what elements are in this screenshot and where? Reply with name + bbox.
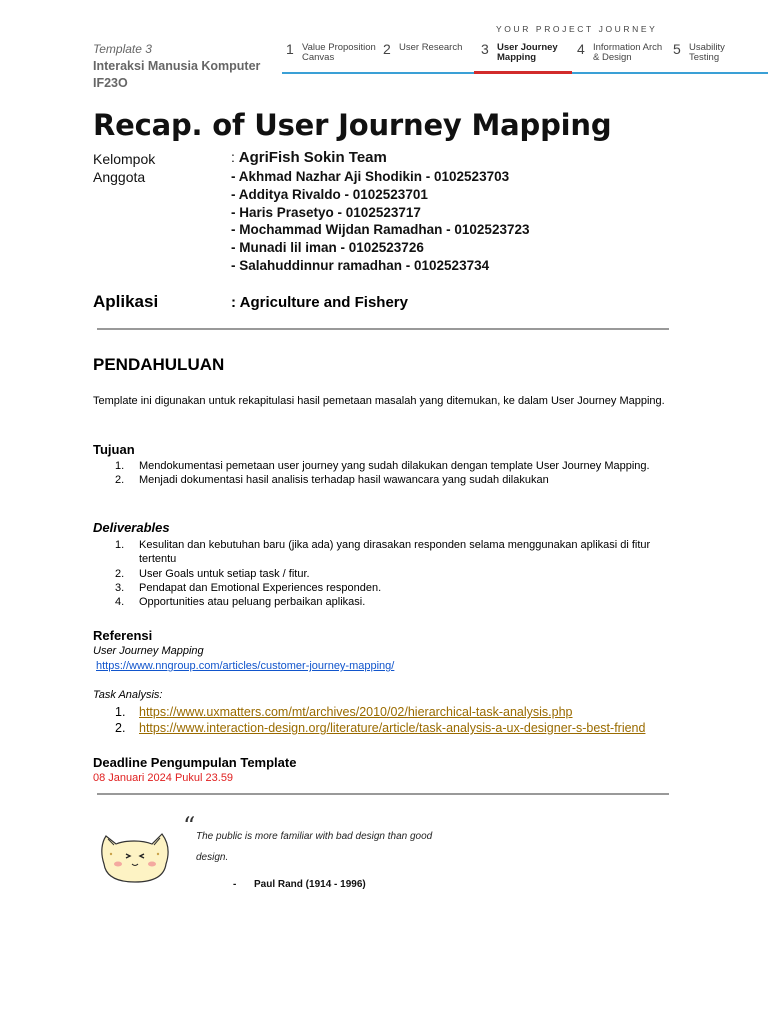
list-item: 2. https://www.interaction-design.org/literature/article/task-analysis-a-ux-designer-s-best-friend (115, 721, 646, 735)
quote-mark: “ (183, 812, 196, 840)
cat-face-icon (96, 824, 174, 884)
aplikasi-label: Aplikasi (93, 292, 159, 311)
step-label: User Journey Mapping (497, 42, 558, 63)
page-title: Recap. of User Journey Mapping (93, 108, 612, 142)
reference-link[interactable]: https://www.uxmatters.com/mt/archives/2010/02/hierarchical-task-analysis.php (139, 705, 573, 719)
anggota-label: Anggota (93, 169, 146, 185)
aplikasi-value: : Agriculture and Fishery (231, 294, 408, 311)
list-item: 1. Kesulitan dan kebutuhan baru (jika ada) yang dirasakan responden selama menggunakan aplikasi di fitur tertentu (115, 539, 651, 566)
member-item: - Munadi lil iman - 0102523726 (231, 240, 424, 256)
journey-steps (282, 41, 768, 75)
task-analysis-links (112, 704, 712, 736)
author-name: Paul Rand (1914 - 1996) (254, 879, 366, 890)
list-item: 3. Pendapat dan Emotional Experiences responden. (115, 581, 382, 594)
step-label: Information Arch & Design (593, 42, 663, 63)
kelompok-label: Kelompok (93, 151, 156, 167)
step-number: 3 (481, 41, 489, 57)
reference-link[interactable]: https://www.nngroup.com/articles/customer-journey-mapping/ (96, 660, 395, 672)
reference-link[interactable]: https://www.interaction-design.org/literature/article/task-analysis-a-ux-designer-s-best-friend (139, 721, 646, 735)
list-item-text: Menjadi dokumentasi hasil analisis terhadap hasil wawancara yang sudah dilakukan (139, 474, 549, 487)
step-label: Usability Testing (689, 42, 725, 63)
list-item: 1. https://www.uxmatters.com/mt/archives/2010/02/hierarchical-task-analysis.php (115, 705, 573, 719)
step-label: Value Proposition Canvas (302, 42, 376, 63)
list-item: 1. Mendokumentasi pemetaan user journey yang sudah dilakukan dengan template User Journey Mapping. (115, 460, 650, 472)
list-item-text: Mendokumentasi pemetaan user journey yang sudah dilakukan dengan template User Journey Mapping. (139, 460, 650, 472)
member-item: - Salahuddinnur ramadhan - 0102523734 (231, 257, 490, 273)
author-dash: - (233, 879, 237, 890)
step-number: 1 (286, 41, 294, 57)
course-name: Interaksi Manusia Komputer IF23O (93, 59, 261, 90)
tujuan-heading: Tujuan (93, 442, 135, 457)
list-item: 2. Menjadi dokumentasi hasil analisis terhadap hasil wawancara yang sudah dilakukan (115, 474, 549, 487)
team-name: AgriFish Sokin Team (238, 149, 387, 166)
tujuan-list (112, 459, 672, 488)
kelompok-value (231, 149, 387, 166)
list-item: 2. User Goals untuk setiap task / fitur. (115, 567, 310, 580)
kelompok-separator: : (231, 149, 235, 165)
member-item: - Akhmad Nazhar Aji Shodikin - 0102523703 (231, 169, 510, 184)
step-label: User Research (399, 42, 463, 53)
deadline-heading: Deadline Pengumpulan Template (93, 755, 297, 770)
reference-subtitle: Task Analysis: (93, 689, 163, 701)
list-item-text: Pendapat dan Emotional Experiences responden. (139, 581, 382, 594)
member-list (231, 168, 529, 275)
section-divider (97, 328, 669, 330)
list-item-text: Opportunities atau peluang perbaikan aplikasi. (139, 596, 366, 609)
step-number: 5 (673, 41, 681, 57)
deadline-value: 08 Januari 2024 Pukul 23.59 (93, 772, 234, 784)
step-number: 4 (577, 41, 585, 57)
member-item: - Mochammad Wijdan Ramadhan - 0102523723 (231, 222, 530, 238)
step-number: 2 (383, 41, 391, 57)
quote-text: The public is more familiar with bad design than good design. (196, 831, 433, 863)
pendahuluan-text: Template ini digunakan untuk rekapitulasi hasil pemetaan masalah yang ditemukan, ke dalam User Journey Mapping. (93, 395, 665, 407)
member-item: - Haris Prasetyo - 0102523717 (231, 204, 421, 220)
list-item: 4. Opportunities atau peluang perbaikan aplikasi. (115, 596, 366, 609)
active-step-indicator (474, 71, 572, 74)
pendahuluan-heading: PENDAHULUAN (93, 355, 225, 374)
reference-subtitle: User Journey Mapping (93, 645, 204, 657)
document-header-info (93, 42, 278, 92)
section-divider (97, 793, 669, 795)
member-item: - Additya Rivaldo - 0102523701 (231, 186, 428, 202)
deliverables-list (112, 538, 672, 609)
quote-author (233, 879, 366, 890)
list-item-text: User Goals untuk setiap task / fitur. (139, 567, 310, 580)
journey-title: YOUR PROJECT JOURNEY (496, 24, 658, 34)
deliverables-heading: Deliverables (93, 520, 170, 535)
template-label: Template 3 (93, 42, 152, 56)
referensi-heading: Referensi (93, 628, 153, 643)
list-item-text: Kesulitan dan kebutuhan baru (jika ada) yang dirasakan responden selama menggunakan aplikasi di fitur tertentu (139, 539, 651, 566)
